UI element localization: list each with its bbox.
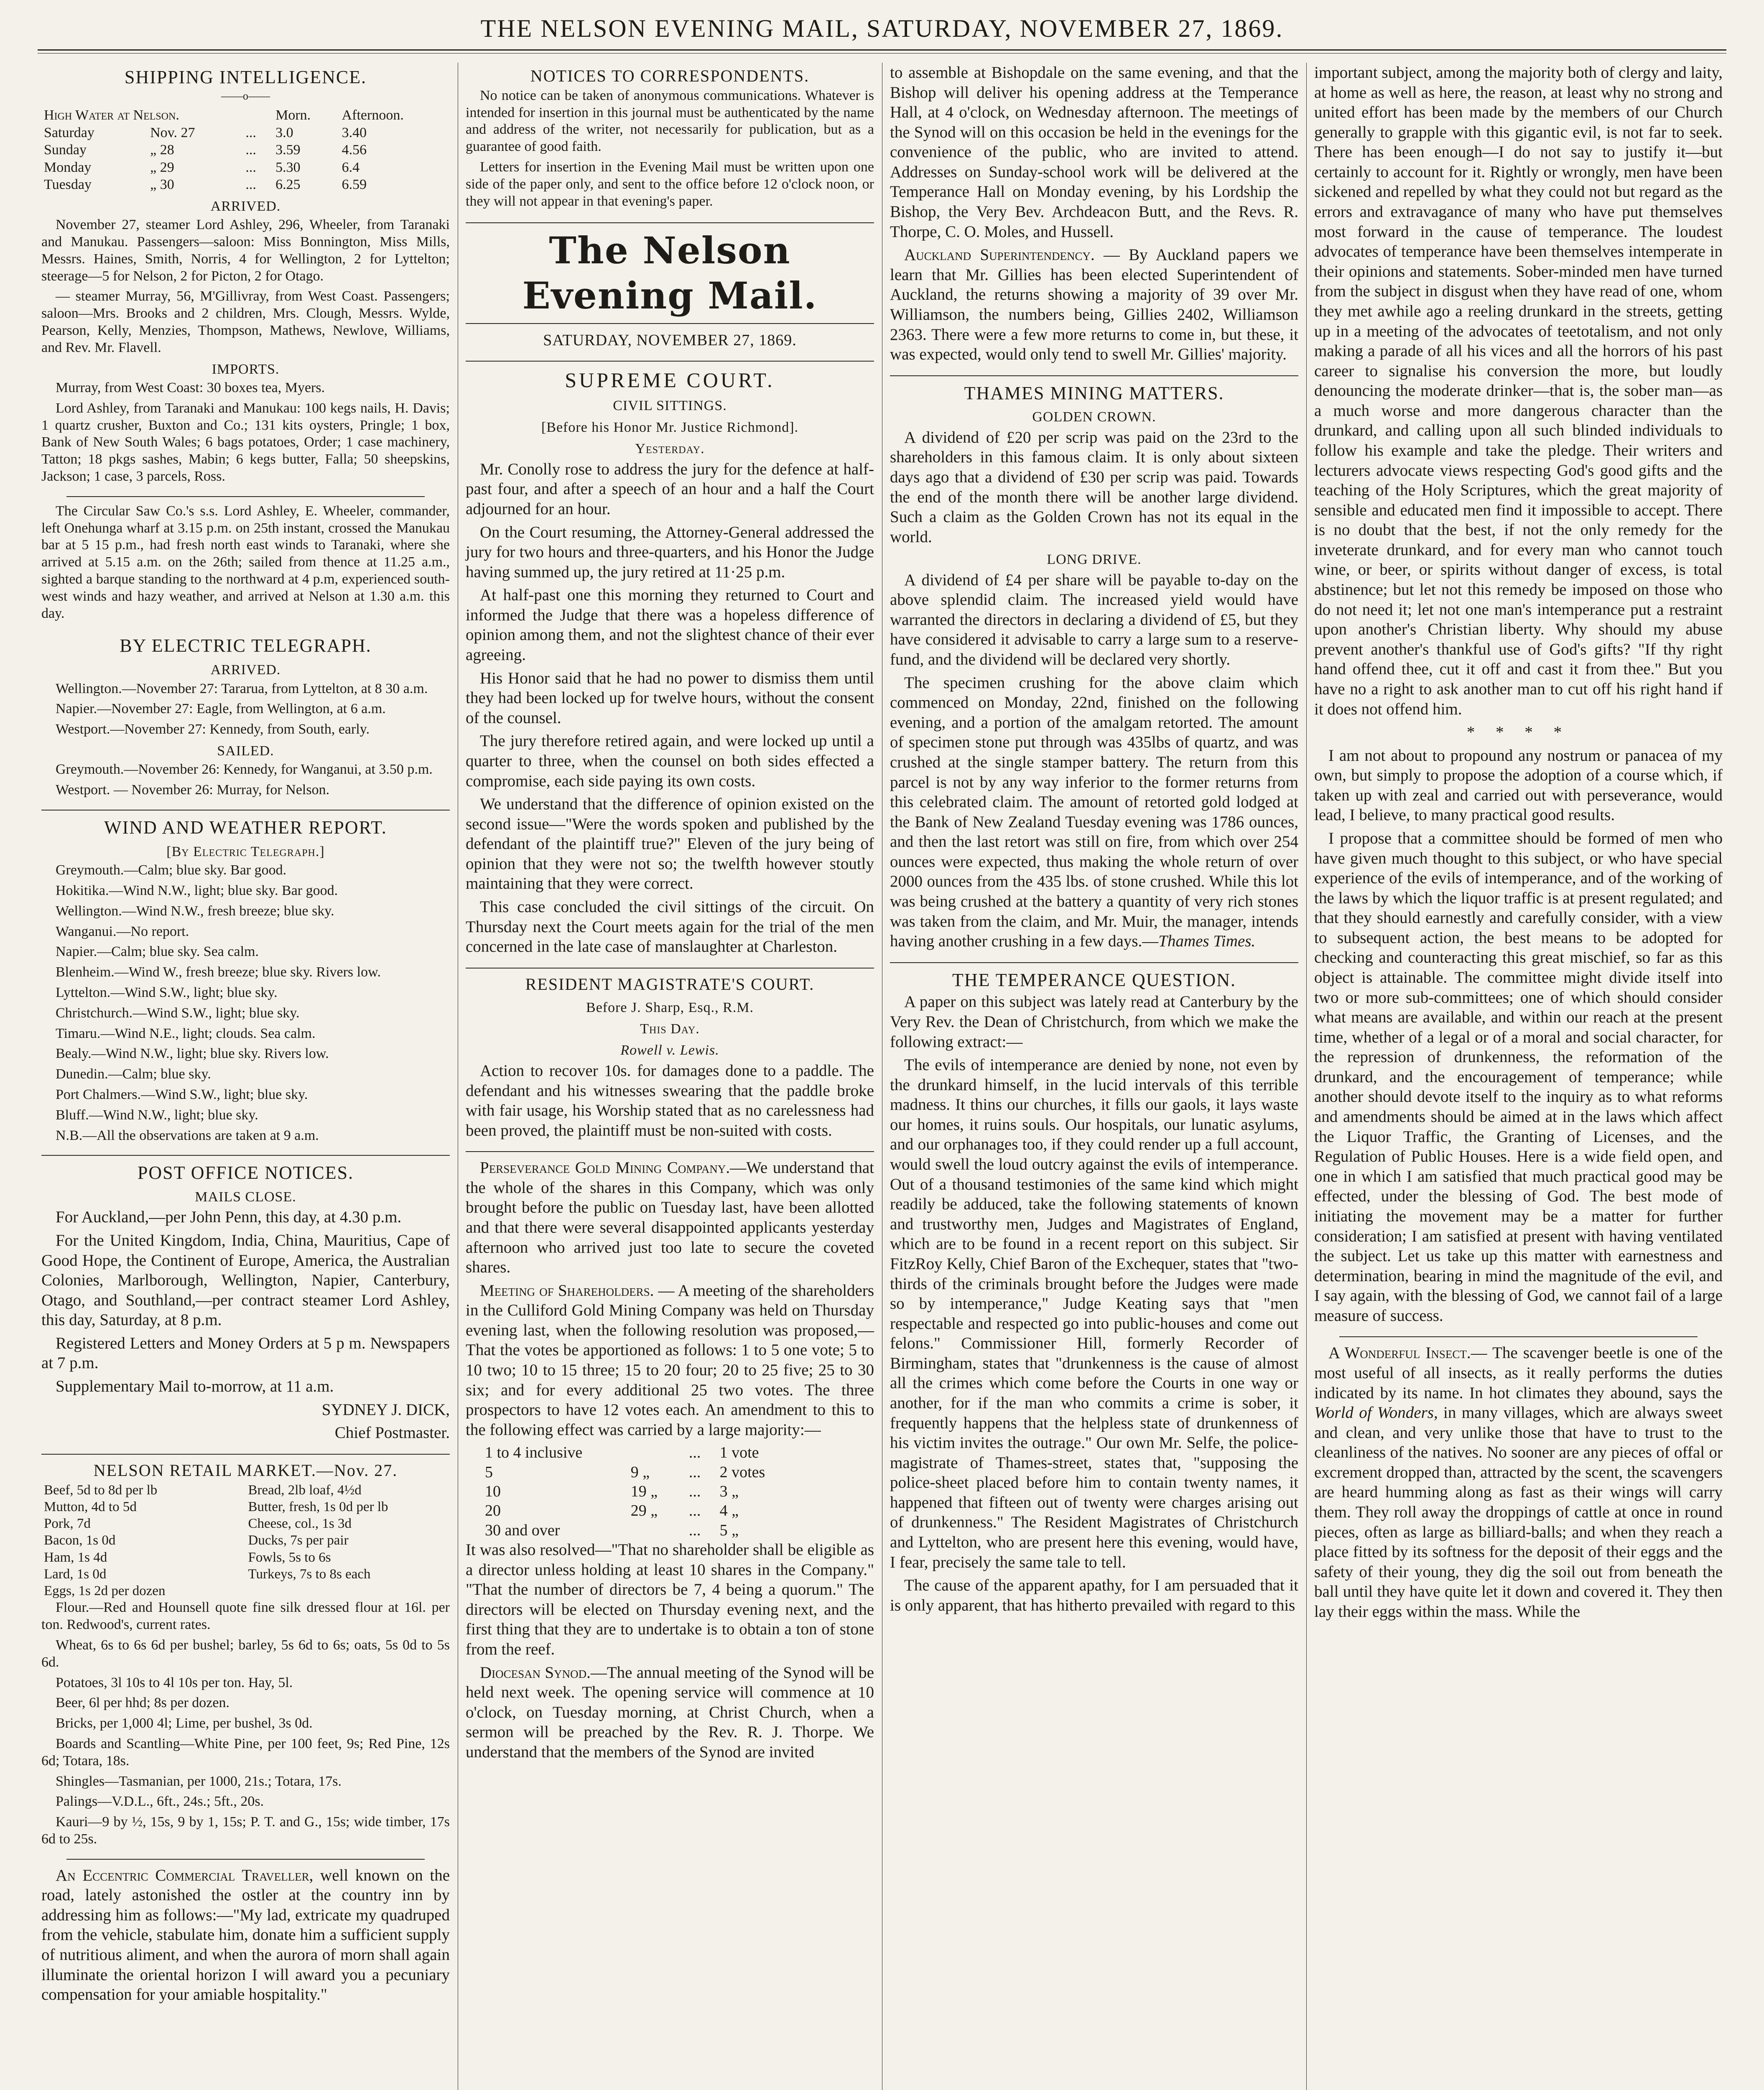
meeting-resolution: It was also resolved—"That no shareholder shall be eligible as a director unless holding at least 10 shares in the Company." "That the number of directors be 7, 4 being a quorum." The directors will be elected on Thursday evening next, and the first thing that they are to undertake is to obtain a ton of stone from the reef.: [466, 1541, 874, 1659]
market-cell: Pork, 7d: [44, 1516, 91, 1532]
golden-crown-paragraph: A dividend of £20 per scrip was paid on the 23rd to the shareholders in this famous claim. It is only about sixteen days ago that a dividend of £30 per scrip was paid. Towards the end of the month there will be another large dividend. Such a claim as the Golden Crown has not its equal in the world.: [890, 428, 1298, 546]
long-drive-paragraph: [890, 673, 1298, 951]
votes-row: [482, 1521, 809, 1540]
votes-row: [482, 1501, 809, 1520]
divider: [890, 375, 1298, 376]
auckland-paragraph: [890, 245, 1298, 364]
telegraph-arrival: Westport.—November 27: Kennedy, from South, early.: [56, 721, 370, 737]
tide-date: Nov. 27: [150, 125, 195, 140]
market-cell: Mutton, 4d to 5d: [44, 1499, 137, 1514]
long-drive-paragraph: A dividend of £4 per share will be payable to-day on the above splendid claim. The increased yield would have warranted the directors in declaring a dividend of £5, but they have considered it advisable to carry a large sum to a reserve-fund, and the dividend will be declared very shortly.: [890, 571, 1298, 669]
divider: [41, 1155, 450, 1156]
telegraph-sailing: Greymouth.—November 26: Kennedy, for Wanganui, at 3.50 p.m.: [56, 762, 433, 777]
tide-row: [41, 159, 450, 176]
supreme-court-heading: SUPREME COURT.: [565, 368, 775, 392]
tide-row: [41, 176, 450, 193]
market-note: Shingles—Tasmanian, per 1000, 21s.; Totara, 17s.: [56, 1773, 342, 1789]
mail-notice: Supplementary Mail to-morrow, at 11 a.m.: [56, 1377, 334, 1396]
votes-row: [482, 1443, 809, 1462]
notice-paragraph: Letters for insertion in the Evening Mail must be written upon one side of the paper only, and sent to the office before 12 o'clock noon, or they will not appear in that evening's paper.: [466, 159, 874, 209]
votes-dots: ...: [688, 1444, 701, 1462]
temperance-heading: THE TEMPERANCE QUESTION.: [952, 969, 1236, 990]
perseverance-lead: Perseverance Gold Mining Company.: [480, 1159, 730, 1177]
dateline: SATURDAY, NOVEMBER 27, 1869.: [543, 331, 797, 349]
votes-to: 29 „: [630, 1502, 658, 1520]
market-cell: Bacon, 1s 0d: [44, 1533, 116, 1548]
tide-row: [41, 141, 450, 158]
rm-court-heading: RESIDENT MAGISTRATE'S COURT.: [525, 974, 815, 994]
tide-dots: ...: [245, 125, 256, 140]
market-heading: NELSON RETAIL MARKET.—Nov. 27.: [93, 1460, 398, 1480]
tide-row: [41, 124, 450, 141]
insect-text: — The scavenger beetle is one of the most useful of all insects, as it really performs the duties indicated by its name. In hot climates they abound, says the: [1314, 1344, 1723, 1402]
tide-table: [41, 107, 450, 193]
weather-item: Greymouth.—Calm; blue sky. Bar good.: [56, 862, 287, 878]
court-paragraph: At half-past one this morning they returned to Court and informed the Judge that there was a hopeless difference of opinion among them, and not the slightest chance of their ever agreeing.: [466, 586, 874, 664]
votes-count: 5 „: [719, 1521, 739, 1539]
votes-dots: ...: [688, 1502, 701, 1520]
rm-before: Before J. Sharp, Esq., R.M.: [586, 999, 754, 1015]
import-notice: Murray, from West Coast: 30 boxes tea, Myers.: [56, 380, 325, 396]
votes-row: [482, 1482, 809, 1501]
temperance-continued: I am not about to propound any nostrum or panacea of my own, but simply to propose the adoption of a course which, if taken up with zeal and carried out with perseverance, would lead, I believe, to many practical good results.: [1314, 746, 1723, 824]
market-cell: Cheese, col., 1s 3d: [248, 1516, 352, 1532]
votes-count: 4 „: [719, 1502, 739, 1520]
thames-source: Thames Times.: [1158, 932, 1256, 951]
mail-notice: Registered Letters and Money Orders at 5 p m. Newspapers at 7 p.m.: [41, 1334, 450, 1372]
tide-morn: 3.0: [275, 125, 293, 140]
temperance-paragraph: The evils of intemperance are denied by none, not even by the drunkard himself, in the lucid intervals of this terrible madness. It thins our churches, it fills our gaols, it lays waste our homes, it ruins souls. Our hospitals, our lunatic asylums, and our orphanages too, if they could render up a full account, would swell the loud outcry against the evils of intemperance. Out of a thousand testimonies of the same kind which might readily be adduced, take the following statements of known and trustworthy men, Judges and Magistrates of England, which are to be found in a recent report on this subject. Sir FitzRoy Kelly, Chief Baron of the Exchequer, states that "two-thirds of the criminals brought before the Judges were made so by intemperance," Judge Keating says that "men respectable and respected go into public-houses and come out felons." Commissioner Hill, formerly Recorder of Birmingham, states that "drunkenness is the cause of almost all the crimes which come before the Courts in one way or another, for if the man who commits a crime is sober, it frequently happens that the helpless state of drunkenness of his victim invites the outrage." Our own Mr. Selfe, the police-magistrate of Thames-street, states that, "supposing the police-sheet placed before him to contain twenty names, it happened that fifteen out of twenty were charges arising out of drunkenness." The Resident Magistrates of Christchurch and Lyttelton, who are present here this evening, would have, I fear, precisely the same tale to tell.: [890, 1056, 1298, 1571]
column-rule: [1306, 63, 1307, 2090]
thames-heading: THAMES MINING MATTERS.: [964, 382, 1224, 403]
votes-to: 19 „: [630, 1483, 658, 1501]
tide-dots: ...: [245, 159, 256, 175]
column-3: [884, 63, 1304, 2090]
tide-morn: 3.59: [275, 142, 301, 158]
market-cell: Eggs, 1s 2d per dozen: [44, 1583, 166, 1599]
weather-item: Blenheim.—Wind W., fresh breeze; blue sky. Rivers low.: [56, 964, 381, 980]
auckland-lead: Auckland Superintendency.: [904, 246, 1095, 264]
votes-range: 1 to 4 inclusive: [485, 1444, 583, 1462]
divider: [466, 1151, 874, 1152]
weather-subheading: [By Electric Telegraph.]: [166, 844, 325, 859]
temperance-paragraph: A paper on this subject was lately read at Canterbury by the Very Rev. the Dean of Christchurch, from which we make the following extract:—: [890, 993, 1298, 1051]
market-cell: Bread, 2lb loaf, 4½d: [248, 1482, 362, 1498]
weather-item: Napier.—Calm; blue sky. Sea calm.: [56, 944, 259, 960]
court-paragraph: His Honor said that he had no power to dismiss them until they had been locked up for twelve hours, without the consent of the counsel.: [466, 669, 874, 727]
tide-day: Monday: [44, 159, 92, 175]
divider: [1339, 1336, 1698, 1337]
notice-paragraph: No notice can be taken of anonymous communications. Whatever is intended for insertion in this journal must be authenticated by the name and address of the writer, not necessarily for publication, but as a guarantee of good faith.: [466, 87, 874, 155]
rm-paragraph: Action to recover 10s. for damages done to a paddle. The defendant and his witnesses swearing that the paddle broke with fair usage, his Worship stated that as no carelessness had been proved, the plaintiff must be non-suited with costs.: [466, 1061, 874, 1139]
divider: [41, 810, 450, 811]
votes-from: 30 and over: [485, 1521, 560, 1539]
mails-close-heading: MAILS CLOSE.: [195, 1189, 296, 1205]
weather-item: Christchurch.—Wind S.W., light; blue sky.: [56, 1005, 300, 1021]
synod-lead: Diocesan Synod.: [480, 1663, 591, 1682]
telegraph-arrival: Wellington.—November 27: Tararua, from Lyttelton, at 8 30 a.m.: [56, 681, 428, 696]
market-cell: Beef, 5d to 8d per lb: [44, 1482, 158, 1498]
weather-note: N.B.—All the observations are taken at 9 a.m.: [56, 1127, 319, 1143]
weather-item: Lyttelton.—Wind S.W., light; blue sky.: [56, 984, 278, 1000]
tide-afternoon: 6.4: [342, 159, 360, 175]
rm-day: This Day.: [640, 1021, 700, 1037]
tide-dots: ...: [245, 177, 256, 193]
market-row: [41, 1583, 450, 1599]
golden-crown-heading: GOLDEN CROWN.: [1032, 409, 1156, 425]
market-note: Palings—V.D.L., 6ft., 24s.; 5ft., 20s.: [56, 1794, 264, 1810]
votes-count: 3 „: [719, 1483, 739, 1501]
tide-morn: 6.25: [275, 177, 301, 193]
votes-dots: ...: [688, 1521, 701, 1539]
tide-header-afternoon: Afternoon.: [342, 107, 404, 123]
mail-notice: For Auckland,—per John Penn, this day, at 4.30 p.m.: [56, 1208, 402, 1226]
votes-table: [482, 1443, 809, 1540]
arrived-heading: ARRIVED.: [210, 198, 281, 214]
market-cell: Ducks, 7s per pair: [248, 1533, 349, 1548]
market-note: Potatoes, 3l 10s to 4l 10s per ton. Hay, 5l.: [56, 1675, 293, 1690]
temperance-paragraph: The cause of the apparent apathy, for I am persuaded that it is only apparent, that has hitherto prevailed with regard to this: [890, 1576, 1298, 1614]
telegraph-arrived-heading: ARRIVED.: [210, 662, 281, 678]
market-row: [41, 1499, 450, 1515]
votes-count: 2 votes: [719, 1463, 765, 1481]
tide-day: Sunday: [44, 142, 87, 158]
divider: [41, 1454, 450, 1455]
mail-notice: For the United Kingdom, India, China, Mauritius, Cape of Good Hope, the Continent of Europe, America, the Australian Colonies, Marlborough, Wellington, Napier, Canterbury, Otago, and Southland,—per contract steamer Lord Ashley, this day, Saturday, at 8 p.m.: [41, 1231, 450, 1329]
temperance-continued: important subject, among the majority both of clergy and laity, at home as well as here, the reason, at least why no strong and united effort has been made by the members of our Church generally to grapple with this gigantic evil, is not far to seek. There has been enough—I do not say to justify it—but certainly to account for it. Rightly or wrongly, men have been sickened and repelled by what they could not but regard as the errors and extravagance of many who have put themselves most forward in the cause of temperance. The loudest advocates of temperance have been themselves intemperate in their opinions and statements. Sober-minded men have turned from the subject in disgust when they have read of one, whom they met awhile ago a reeling drunkard in the streets, getting up in a meeting of the advocates of teetotalism, and not only making a parade of all his vices and all the horrors of his past career to signalise his conversion the more, but loudly denouncing the moderate drinker—that is, the sober man—as a much worse and more dangerous character than the drunkard, and calling upon all such blinded individuals to follow his example and take the pledge. Their writers and lecturers advocate views respecting God's good gifts and the teaching of the Holy Scriptures, which the great majority of sensible and educated men find it impossible to accept. There is no doubt that the best, if not the only remedy for the inveterate drunkard, and for every man who cannot touch wine, or beer, or spirits without danger of excess, is total abstinence; but let not this remedy be imposed on those who do not need it; let not one man's intemperance put a restraint upon another's Christian liberty. Why should my abuse prevent another's thankful use of God's gifts? "If thy right hand offend thee, cut it off and cast it from thee." But you have no a right to ask another man to cut off his right hand if it does not offend him.: [1314, 64, 1723, 718]
market-note: Beer, 6l per hhd; 8s per dozen.: [56, 1695, 229, 1711]
court-paragraph: Mr. Conolly rose to address the jury for the defence at half-past four, and after a speech of an hour and a half the Court adjourned for an hour.: [466, 460, 874, 518]
insect-lead: A Wonderful Insect.: [1328, 1344, 1471, 1362]
telegraph-heading: BY ELECTRIC TELEGRAPH.: [120, 635, 372, 656]
meeting-text: — A meeting of the shareholders in the Culliford Gold Mining Company was held on Thursday evening last, when the following resolution was proposed,—That the votes be apportioned as follows: 1 to 5 one vote; 5 to 10 two; 10 to 15 three; 15 to 20 four; 20 to 25 five; 25 to 30 six; and for every additional 25 two votes. The three prospectors to have 12 votes each. An amendment to this to the following effect was carried by a large majority:—: [466, 1281, 874, 1439]
long-drive-heading: LONG DRIVE.: [1047, 552, 1142, 568]
votes-to: 9 „: [630, 1463, 650, 1481]
civil-sittings-subheading: CIVIL SITTINGS.: [613, 398, 727, 414]
weather-item: Wellington.—Wind N.W., fresh breeze; blue sky.: [56, 903, 334, 919]
market-cell: Butter, fresh, 1s 0d per lb: [248, 1499, 388, 1514]
market-cell: Turkeys, 7s to 8s each: [248, 1566, 371, 1582]
tide-dots: ...: [245, 142, 256, 158]
insect-source: World of Wonders,: [1314, 1404, 1438, 1422]
post-office-heading: POST OFFICE NOTICES.: [137, 1162, 354, 1183]
market-row: [41, 1566, 450, 1583]
perseverance-text: —We understand that the whole of the shares in this Company, which was only brought before the public on Tuesday last, have been allotted and that there were several disappointed applicants yesterday afternoon who arrived just too late to secure the coveted shares.: [466, 1159, 874, 1277]
court-paragraph: This case concluded the civil sittings of the circuit. On Thursday next the Court meets again for the trial of the men concerned in the late case of manslaughter at Charleston.: [466, 898, 874, 956]
eccentric-traveller-paragraph: [41, 1866, 450, 2005]
tide-date: „ 30: [150, 177, 174, 193]
weather-item: Bluff.—Wind N.W., light; blue sky.: [56, 1107, 258, 1123]
insect-paragraph: [1314, 1343, 1723, 1621]
meeting-lead: Meeting of Shareholders.: [480, 1281, 654, 1300]
tide-afternoon: 6.59: [342, 177, 367, 193]
asterisks: * * * *: [1466, 723, 1570, 742]
auckland-text: — By Auckland papers we learn that Mr. Gillies has been elected Superintendent of Auckland, the returns showing a majority of 39 over Mr. Williamson, the numbers being, Gillies 2402, Williamson 2363. There were a few more returns to come in, but these, it was expected, would only tend to swell Mr. Gillies' majority.: [890, 246, 1298, 364]
column-2: [460, 63, 880, 2090]
temperance-continued: I propose that a committee should be formed of men who have given much thought to this subject, or who have special experience of the evils of intemperance, and of the working of the laws by which the liquor traffic is at present regulated; and that they should earnestly and carefully consider, with a view to subsequent action, the best means to be adopted for checking and counteracting this great mischief, so far as this object is attainable. The committee might divide itself into two or more sub-committees; one of which should consider what means are available, and within our reach at the present time, whether of a legal or of a moral and social character, for the repression of drunkenness, the reformation of the drunkard, and the encouragement of temperance; while another should devote itself to the inquiry as to what reforms and amendments should be aimed at in the laws which affect the Liquor Traffic, the Granting of Licenses, and the Regulation of Public Houses. Here is a wide field open, and one in which I am satisfied that much practical good may be effected, under the blessing of God. The best mode of initiating the movement may be a matter for further consideration; I am satisfied at present with having ventilated the subject. Let us take up this matter with earnestness and determination, bearing in mind the magnitude of the evil, and I say again, with the blessing of God, we cannot fail of a large measure of success.: [1314, 829, 1723, 1325]
tide-day: Saturday: [44, 125, 94, 140]
tide-afternoon: 3.40: [342, 125, 367, 140]
weather-item: Hokitika.—Wind N.W., light; blue sky. Bar good.: [56, 882, 338, 898]
masthead: THE NELSON EVENING MAIL, SATURDAY, NOVEMBER 27, 1869.: [38, 8, 1726, 51]
shipping-heading: SHIPPING INTELLIGENCE.: [124, 67, 367, 87]
market-cell: [246, 1583, 450, 1599]
votes-to: [628, 1521, 686, 1540]
market-cell: Lard, 1s 0d: [44, 1566, 107, 1582]
tide-header-morn: Morn.: [275, 107, 311, 123]
telegraph-sailed-heading: SAILED.: [217, 743, 274, 759]
market-note: Boards and Scantling—White Pine, per 100 feet, 9s; Red Pine, 12s 6d; Totara, 18s.: [41, 1736, 450, 1769]
postmaster-title: Chief Postmaster.: [334, 1424, 450, 1442]
tide-header-place: High Water at Nelson.: [44, 107, 179, 123]
court-paragraph: On the Court resuming, the Attorney-General addressed the jury for two hours and three-quarters, and his Honor the Judge having summed up, the jury retired at 11·25 p.m.: [466, 523, 874, 581]
court-paragraph: The jury therefore retired again, and were locked up until a quarter to three, when the counsel on both sides effected a compromise, each side paying its own costs.: [466, 732, 874, 790]
long-drive-text: The specimen crushing for the above claim which commenced on Monday, 22nd, finished on the following evening, and a portion of the amalgam retorted. The amount of specimen stone put through was 435lbs of quartz, and was crushed at the single stamper battery. The return from this parcel is not by any way inferior to the former returns from this celebrated claim. The amount of retorted gold lodged at the Bank of New Zealand Tuesday evening was 1786 ounces, and then the last retort was still on fire, from which over 254 ounces were expected, thus making the whole return of over 2000 ounces from the 435 lbs. of stone crushed. While this lot was being crushed at the battery a quantity of very rich stones was taken from the claim, and Mr. Muir, the manager, intends having another crushing in a few days.—: [890, 673, 1298, 951]
market-row: [41, 1532, 450, 1549]
market-row: [41, 1515, 450, 1532]
market-note: Wheat, 6s to 6s 6d per bushel; barley, 5s 6d to 6s; oats, 5s 0d to 5s 6d.: [41, 1637, 450, 1670]
weather-item: Port Chalmers.—Wind S.W., light; blue sky.: [56, 1086, 308, 1102]
votes-dots: ...: [688, 1483, 701, 1501]
synod-text: —The annual meeting of the Synod will be held next week. The opening service will commence at 10 o'clock, on Tuesday morning, at Christ Church, when a sermon will be preached by the Rev. R. J. Thorpe. We understand that the members of the Synod are invited: [466, 1663, 874, 1761]
column-1: [36, 63, 456, 2090]
synod-continued: to assemble at Bishopdale on the same evening, and that the Bishop will deliver his opening address at the Temperance Hall, at 4 o'clock, on Wednesday afternoon. The meetings of the Synod will on this occasion be held in the evenings for the convenience of the public, who are invited to attend. Addresses on Sunday-school work will be delivered at the Temperance Hall on Monday evening, by his Lordship the Bishop, the Very Bev. Archdeacon Butt, and the Revs. R. Thorpe, C. O. Moles, and Hussell.: [890, 64, 1298, 241]
eccentric-text: well known on the road, lately astonished the ostler at the country inn by addressing him as follows:—"My lad, extricate my quadruped from the vehicle, stabulate him, donate him a sufficient supply of nutritious aliment, and when the aurora of morn shall again illuminate the oriental horizon I will award you a pecuniary compensation for your amiable hospitality.": [41, 1866, 450, 2004]
circular-saw-notice: The Circular Saw Co.'s s.s. Lord Ashley, E. Wheeler, commander, left Onehunga wharf at 3.15 p.m. on 25th instant, crossed the Manukau bar at 5 15 p.m., had fresh north east winds to Taranaki, where she arrived at 5.15 a.m. on the 26th; sailed from thence at 11.25 a.m., sighted a barque standing to the northward at 4 p.m, experienced south-west winds and hazy weather, and arrived at Nelson at 1.30 a.m. this day.: [41, 503, 450, 621]
market-note: Kauri—9 by ½, 15s, 9 by 1, 15s; P. T. and G., 15s; wide timber, 17s 6d to 25s.: [41, 1814, 450, 1847]
votes-from: 10: [485, 1483, 501, 1501]
divider: [466, 361, 874, 362]
eccentric-lead: An Eccentric Commercial Traveller,: [56, 1866, 314, 1884]
postmaster-name: SYDNEY J. DICK,: [321, 1400, 450, 1419]
tide-afternoon: 4.56: [342, 142, 367, 158]
divider: [890, 962, 1298, 963]
market-table: [41, 1482, 450, 1600]
court-paragraph: We understand that the difference of opinion existed on the second issue—"Were the words spoken and published by the defendant of the plaintiff true?" Eleven of the jury being of opinion that they were not so; the twelfth however stoutly maintaining that they were correct.: [466, 795, 874, 893]
import-notice: Lord Ashley, from Taranaki and Manukau: 100 kegs nails, H. Davis; 1 quartz crusher, Buxton and Co.; 131 kits oysters, Pringle; 1 box, Bank of New South Wales; 6 bags potatoes, Order; 1 case machinery, Tatton; 18 pkgs sashes, Mabin; 6 kegs butter, Falla; 50 sheepskins, Jackson; 1 case, 3 parcels, Ross.: [41, 400, 450, 484]
column-4: [1308, 63, 1728, 2090]
votes-from: 20: [485, 1502, 501, 1520]
court-day: Yesterday.: [635, 441, 705, 457]
market-row: [41, 1482, 450, 1499]
rm-case-name: Rowell v. Lewis.: [620, 1042, 719, 1058]
divider: [66, 496, 425, 497]
weather-item: Dunedin.—Calm; blue sky.: [56, 1066, 211, 1082]
meeting-paragraph: [466, 1281, 874, 1440]
votes-dots: ...: [688, 1463, 701, 1481]
arrival-notice: — steamer Murray, 56, M'Gillivray, from West Coast. Passengers; saloon—Mrs. Brooks and 2 children, Mrs. Clough, Messrs. Wylde, Pearson, Kelly, Menzies, Thompson, Mathews, Newlove, Williams, and Rev. Mr. Flavell.: [41, 288, 450, 355]
telegraph-arrival: Napier.—November 27: Eagle, from Wellington, at 6 a.m.: [56, 701, 386, 717]
tide-morn: 5.30: [275, 159, 301, 175]
newspaper-title: The Nelson Evening Mail.: [466, 222, 874, 324]
weather-item: Timaru.—Wind N.E., light; clouds. Sea calm.: [56, 1025, 316, 1041]
votes-row: [482, 1463, 809, 1482]
weather-item: Bealy.—Wind N.W., light; blue sky. Rivers low.: [56, 1046, 329, 1062]
arrival-notice: November 27, steamer Lord Ashley, 296, Wheeler, from Taranaki and Manukau. Passengers—saloon: Miss Bonnington, Miss Mills, Messrs. Haines, Smith, Norris, 4 for Wellington, 2 for Lyttelton; steerage—5 for Nelson, 2 for Picton, 2 for Otago.: [41, 217, 450, 284]
tide-day: Tuesday: [44, 177, 92, 193]
weather-heading: WIND AND WEATHER REPORT.: [104, 817, 387, 838]
perseverance-paragraph: [466, 1158, 874, 1277]
weather-item: Wanganui.—No report.: [56, 923, 189, 939]
market-note: Flour.—Red and Hounsell quote fine silk dressed flour at 16l. per ton. Redwood's, current rates.: [41, 1600, 450, 1633]
tide-date: „ 29: [150, 159, 174, 175]
market-row: [41, 1549, 450, 1566]
telegraph-sailing: Westport. — November 26: Murray, for Nelson.: [56, 782, 330, 798]
divider: [66, 1859, 425, 1860]
synod-paragraph: [466, 1663, 874, 1762]
separator: ——o——: [221, 89, 270, 102]
market-note: Bricks, per 1,000 4l; Lime, per bushel, 3s 0d.: [56, 1715, 313, 1731]
votes-count: 1 vote: [719, 1444, 759, 1462]
court-before: [Before his Honor Mr. Justice Richmond].: [541, 419, 799, 435]
divider: [466, 968, 874, 969]
votes-from: 5: [485, 1463, 493, 1481]
market-cell: Ham, 1s 4d: [44, 1550, 107, 1565]
notices-heading: NOTICES TO CORRESPONDENTS.: [530, 66, 810, 85]
market-cell: Fowls, 5s to 6s: [248, 1550, 331, 1565]
insect-text-continued: in many villages, which are always sweet and clean, and very unlike those that have to trust to the cleanliness of the natives. No sooner are any pieces of offal or excrement dropped than, attracted by the scent, the scavengers are heard humming along as fast as their wings will carry them. They roll away the droppings of cattle at once in round pieces, often as large as billiard-balls; and when they reach a place fitted by its softness for the deposit of their eggs and the safety of their young, they dig the soil out from beneath the ball until they have quite let it down and covered it. They then lay their eggs within the mass. While the: [1314, 1404, 1723, 1621]
tide-date: „ 28: [150, 142, 174, 158]
imports-heading: IMPORTS.: [212, 361, 280, 377]
